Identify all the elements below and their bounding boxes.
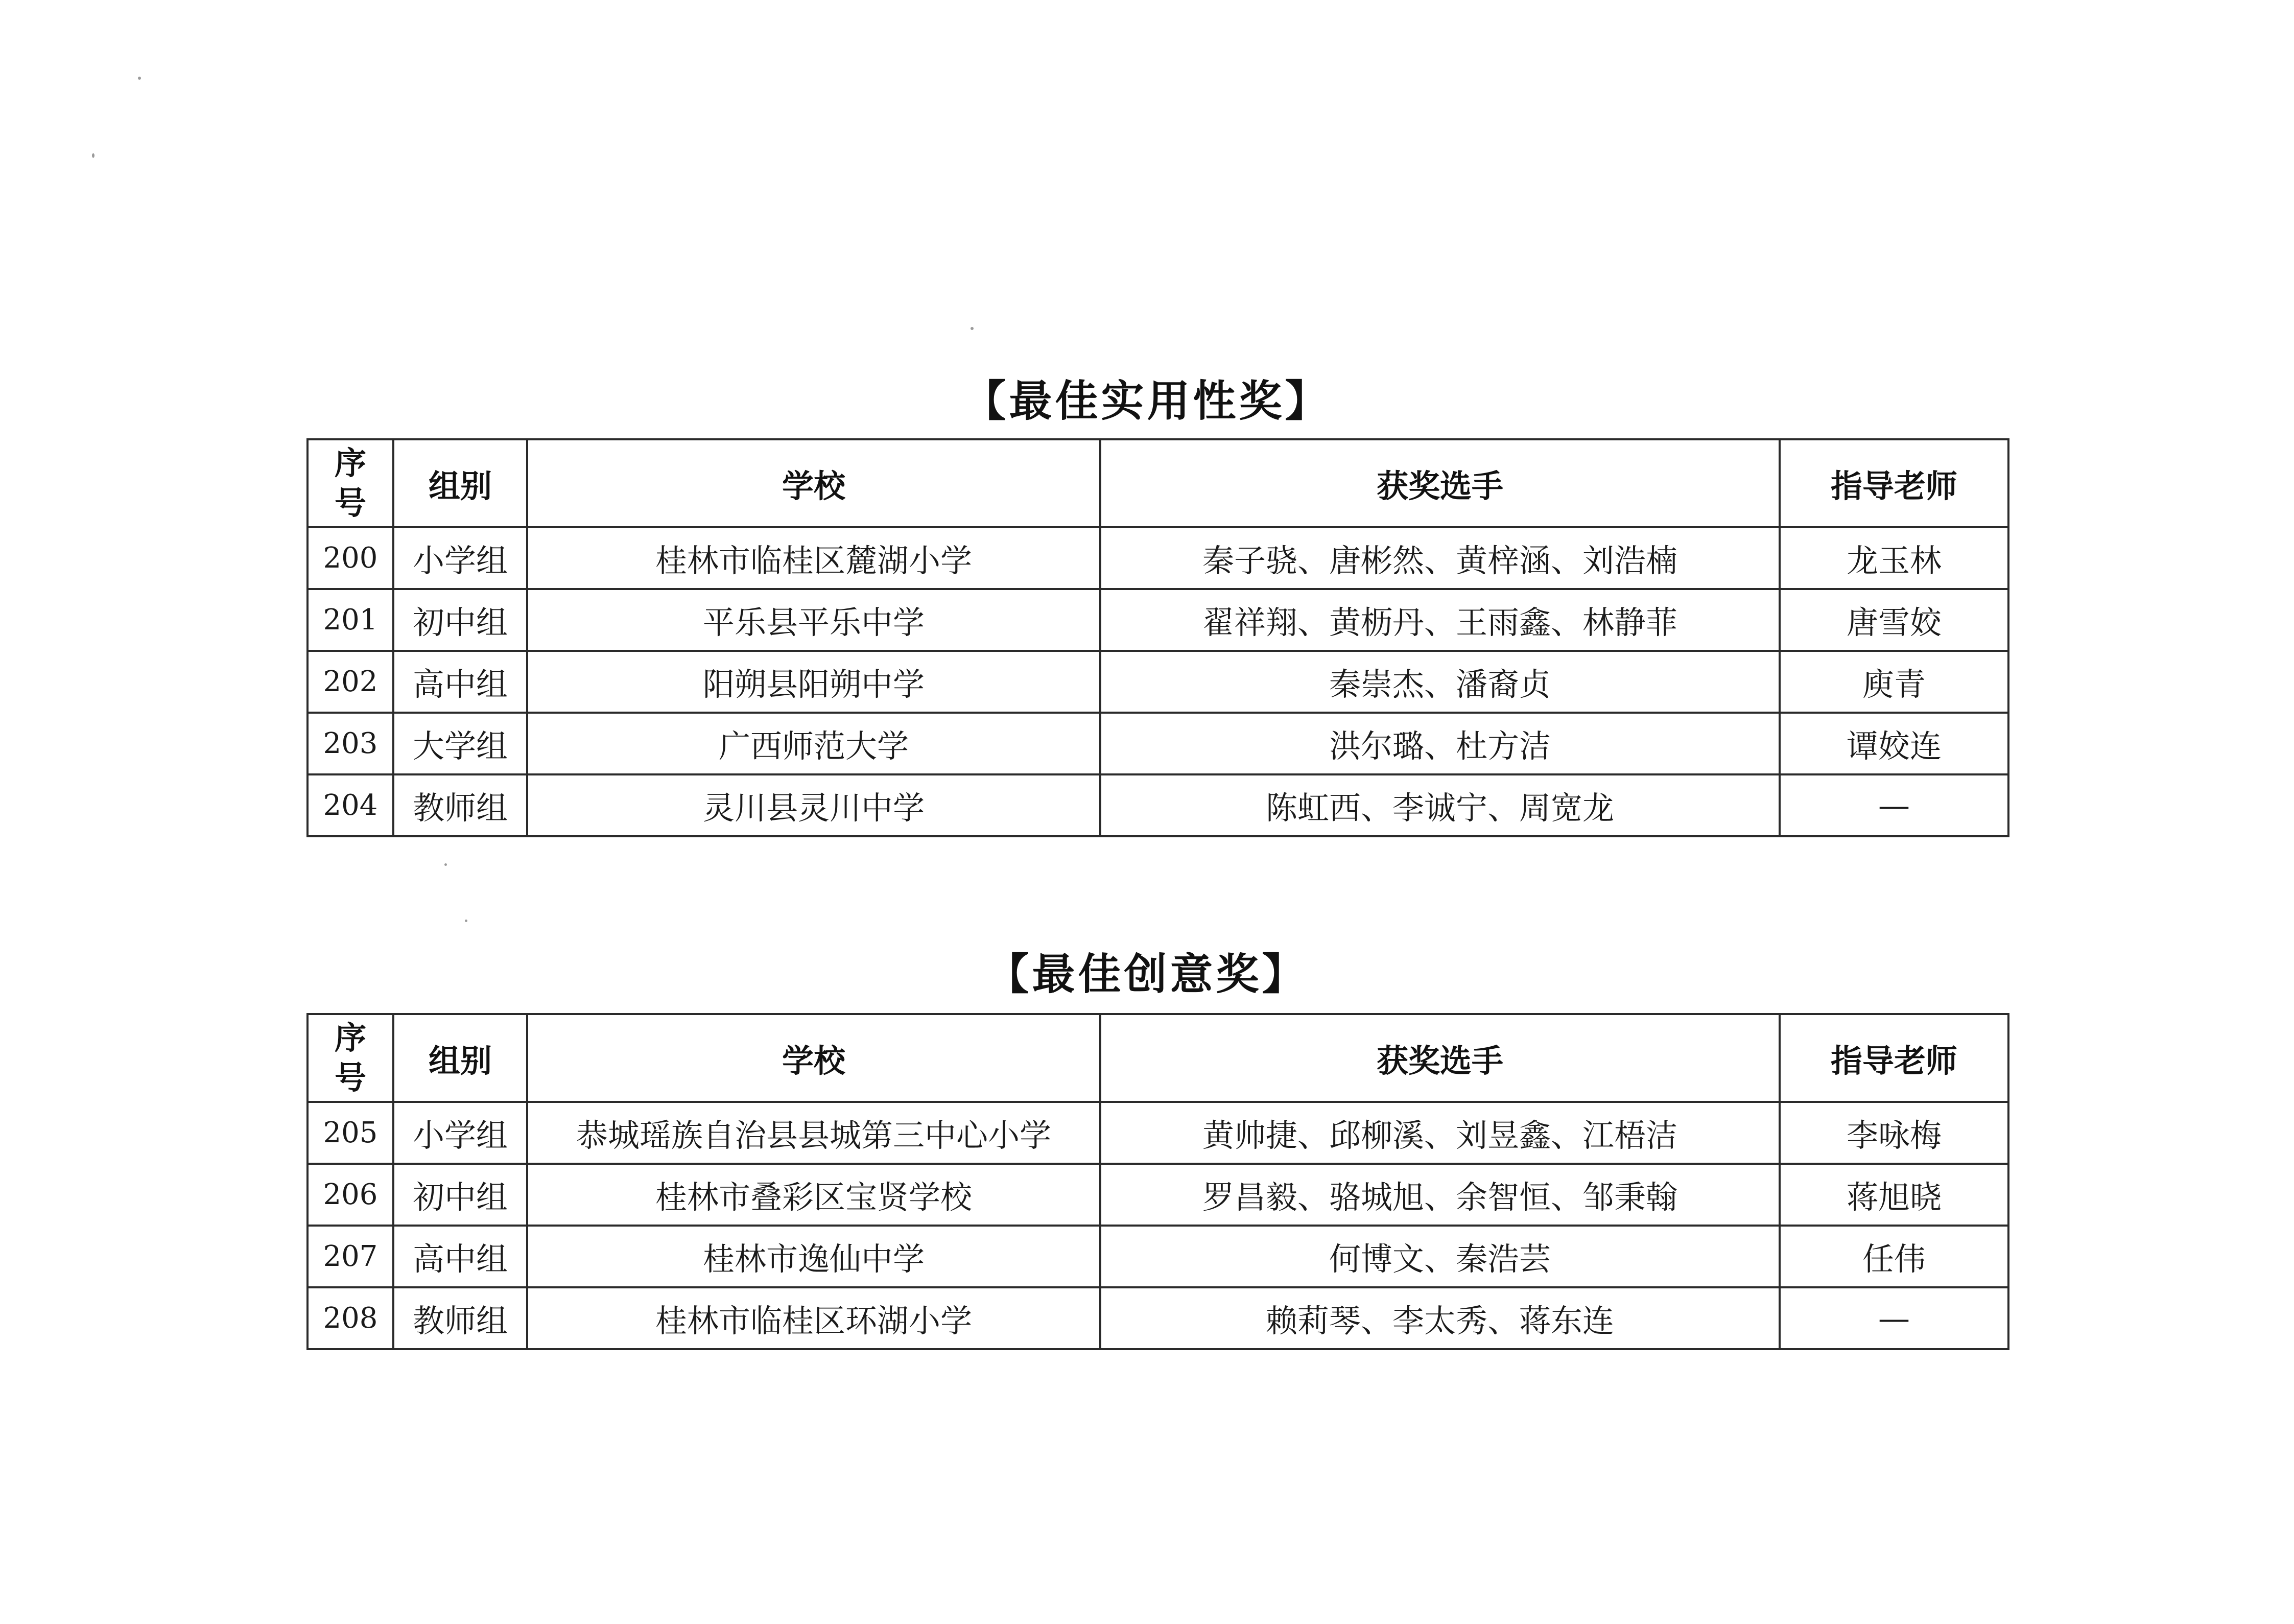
cell-winners: 秦子骁、唐彬然、黄梓涵、刘浩楠 [1100, 527, 1780, 589]
cell-school: 桂林市逸仙中学 [527, 1226, 1100, 1287]
cell-group: 教师组 [393, 774, 527, 836]
section-title-best-creativity: 【最佳创意奖】 [986, 949, 1308, 999]
header-index-text: 序 号 [334, 444, 366, 522]
cell-index: 201 [308, 589, 393, 651]
table-header-row [308, 439, 2008, 527]
cell-school: 桂林市临桂区麓湖小学 [527, 527, 1100, 589]
cell-group: 教师组 [393, 1287, 527, 1349]
header-index [308, 439, 393, 527]
table-header-row [308, 1014, 2008, 1102]
cell-group: 小学组 [393, 1102, 527, 1164]
header-winners: 获奖选手 [1100, 439, 1780, 527]
cell-winners: 陈虹西、李诚宁、周宽龙 [1100, 774, 1780, 836]
award-table-best-practicality [306, 438, 2009, 837]
cell-group: 小学组 [393, 527, 527, 589]
header-group: 组别 [393, 439, 527, 527]
cell-teacher: 庾青 [1780, 651, 2008, 713]
cell-winners: 赖莉琴、李太秀、蒋东连 [1100, 1287, 1780, 1349]
cell-school: 恭城瑶族自治县县城第三中心小学 [527, 1102, 1100, 1164]
cell-index: 205 [308, 1102, 393, 1164]
cell-school: 平乐县平乐中学 [527, 589, 1100, 651]
cell-school: 阳朔县阳朔中学 [527, 651, 1100, 713]
cell-group: 初中组 [393, 589, 527, 651]
cell-teacher: — [1780, 1287, 2008, 1349]
header-winners: 获奖选手 [1100, 1014, 1780, 1102]
cell-teacher: 李咏梅 [1780, 1102, 2008, 1164]
cell-winners: 黄帅捷、邱柳溪、刘昱鑫、江梧洁 [1100, 1102, 1780, 1164]
cell-group: 高中组 [393, 651, 527, 713]
cell-winners: 罗昌毅、骆城旭、余智恒、邹秉翰 [1100, 1164, 1780, 1226]
cell-index: 207 [308, 1226, 393, 1287]
table-row [308, 589, 2008, 651]
cell-teacher: 龙玉林 [1780, 527, 2008, 589]
cell-teacher: 蒋旭晓 [1780, 1164, 2008, 1226]
header-teacher: 指导老师 [1780, 439, 2008, 527]
award-table-best-creativity [306, 1013, 2009, 1350]
cell-teacher: 谭姣连 [1780, 713, 2008, 774]
header-school: 学校 [527, 439, 1100, 527]
cell-winners: 翟祥翔、黄枥丹、王雨鑫、林静菲 [1100, 589, 1780, 651]
cell-index: 200 [308, 527, 393, 589]
cell-teacher: — [1780, 774, 2008, 836]
cell-school: 桂林市临桂区环湖小学 [527, 1287, 1100, 1349]
cell-school: 桂林市叠彩区宝贤学校 [527, 1164, 1100, 1226]
cell-teacher: 任伟 [1780, 1226, 2008, 1287]
header-group: 组别 [393, 1014, 527, 1102]
cell-group: 高中组 [393, 1226, 527, 1287]
table-row [308, 1102, 2008, 1164]
cell-winners: 洪尔璐、杜方洁 [1100, 713, 1780, 774]
table-row [308, 713, 2008, 774]
section-title-best-practicality: 【最佳实用性奖】 [963, 376, 1331, 426]
table-row [308, 774, 2008, 836]
header-teacher: 指导老师 [1780, 1014, 2008, 1102]
header-index [308, 1014, 393, 1102]
table-row [308, 527, 2008, 589]
cell-winners: 秦崇杰、潘裔贞 [1100, 651, 1780, 713]
cell-teacher: 唐雪姣 [1780, 589, 2008, 651]
cell-school: 广西师范大学 [527, 713, 1100, 774]
cell-index: 202 [308, 651, 393, 713]
cell-index: 208 [308, 1287, 393, 1349]
cell-index: 204 [308, 774, 393, 836]
table-row [308, 1226, 2008, 1287]
table-row [308, 1164, 2008, 1226]
table-row [308, 651, 2008, 713]
header-index-text: 序 号 [334, 1019, 366, 1096]
cell-group: 初中组 [393, 1164, 527, 1226]
cell-winners: 何博文、秦浩芸 [1100, 1226, 1780, 1287]
cell-group: 大学组 [393, 713, 527, 774]
cell-school: 灵川县灵川中学 [527, 774, 1100, 836]
header-school: 学校 [527, 1014, 1100, 1102]
cell-index: 203 [308, 713, 393, 774]
table-row [308, 1287, 2008, 1349]
cell-index: 206 [308, 1164, 393, 1226]
